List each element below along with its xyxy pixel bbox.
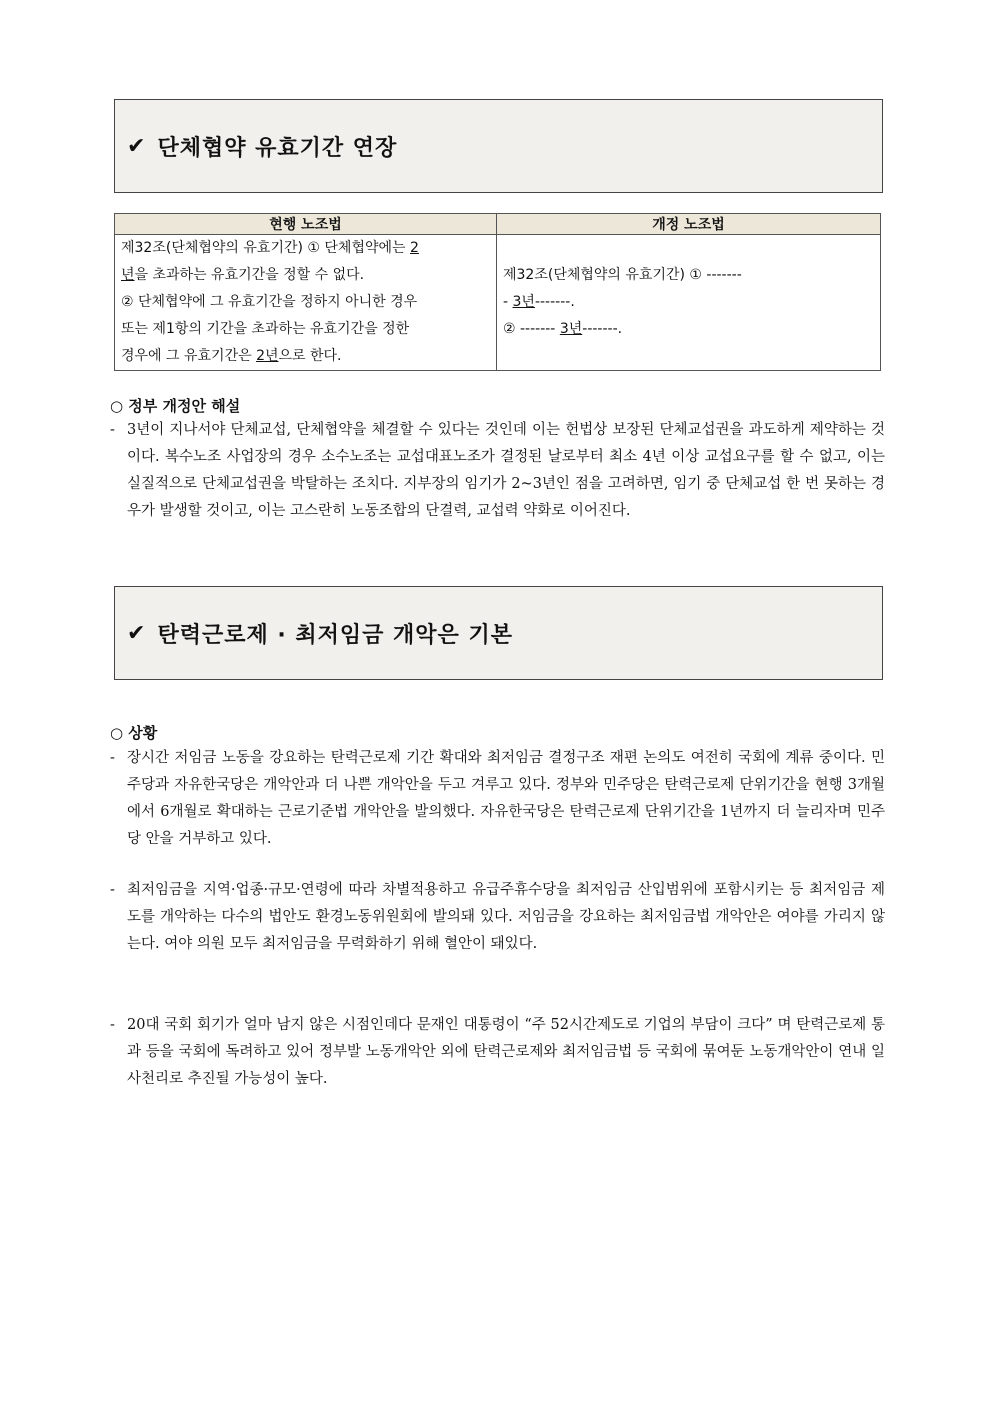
table-header-revised: 개정 노조법 — [497, 214, 881, 235]
paragraph-text: 최저임금을 지역·업종·규모·연령에 따라 차별적용하고 유급주휴수당을 최저임금 산입범위에 포함시키는 등 최저임금 제도를 개악하는 다수의 법안도 환경노동위원회에 발의돼 있다. 저임금을 강요하는 최저임금법 개악안은 여야를 가리지 않는다. 여야 의원 모두 최저임금을 무력화하기 위해 혈안이 돼있다. — [127, 882, 885, 952]
current-line-2: 년을 초과하는 유효기간을 정할 수 없다. — [121, 267, 365, 283]
paragraph-situation-2 — [110, 877, 885, 958]
section-title: 탄력근로제 · 최저임금 개악은 기본 — [157, 622, 513, 648]
paragraph-situation-3 — [110, 1012, 885, 1093]
subheading-situation: ○ 상황 — [110, 724, 158, 742]
table-header-current: 현행 노조법 — [115, 214, 497, 235]
bullet-dash: - — [110, 1017, 115, 1033]
paragraph-text: 장시간 저임금 노동을 강요하는 탄력근로제 기간 확대와 최저임금 결정구조 재편 논의도 여전히 국회에 계류 중이다. 민주당과 자유한국당은 개악안과 더 나쁜 개악안을 두고 겨루고 있다. 정부와 민주당은 탄력근로제 단위기간을 현행 3개월에서 6개월로 확대하는 근로기준법 개악안을 발의했다. 자유한국당은 탄력근로제 단위기간을 1년까지 더 늘리자며 민주당 안을 거부하고 있다. — [127, 750, 885, 847]
checkmark-icon: ✔ — [127, 133, 146, 159]
paragraph-explanation — [110, 417, 885, 525]
current-line-5: 경우에 그 유효기간은 2년으로 한다. — [121, 348, 342, 364]
paragraph-situation-1 — [110, 745, 885, 853]
section-title: 단체협약 유효기간 연장 — [157, 135, 398, 161]
section-title-box — [114, 586, 883, 680]
paragraph-text: 20대 국회 회기가 얼마 남지 않은 시점인데다 문재인 대통령이 “주 52시간제도로 기업의 부담이 크다” 며 탄력근로제 통과 등을 국회에 독려하고 있어 정부발 노동개악안 외에 탄력근로제와 최저임금법 등 국회에 묶여둔 노동개악안이 연내 일사천리로 추진될 가능성이 높다. — [127, 1017, 885, 1087]
revised-line-1: 제32조(단체협약의 유효기간) ① ------- — [503, 267, 742, 283]
revised-law-cell — [497, 235, 881, 371]
subheading-explanation: ○ 정부 개정안 해설 — [110, 397, 241, 415]
revised-line-2: - 3년-------. — [503, 294, 575, 310]
checkmark-icon: ✔ — [127, 620, 146, 646]
bullet-dash: - — [110, 422, 115, 438]
revised-line-3: ② ------- 3년-------. — [503, 321, 623, 337]
current-law-cell — [115, 235, 497, 371]
section-title-box — [114, 99, 883, 193]
comparison-table — [114, 213, 881, 371]
paragraph-text: 3년이 지나서야 단체교섭, 단체협약을 체결할 수 있다는 것인데 이는 헌법상 보장된 단체교섭권을 과도하게 제약하는 것이다. 복수노조 사업장의 경우 소수노조는 교섭대표노조가 결정된 날로부터 최소 4년 이상 교섭요구를 할 수 없고, 이는 실질적으로 단체교섭권을 박탈하는 조치다. 지부장의 임기가 2~3년인 점을 고려하면, 임기 중 단체교섭 한 번 못하는 경우가 발생할 것이고, 이는 고스란히 노동조합의 단결력, 교섭력 약화로 이어진다. — [127, 422, 885, 519]
current-line-4: 또는 제1항의 기간을 초과하는 유효기간을 정한 — [121, 321, 410, 337]
current-line-1: 제32조(단체협약의 유효기간) ① 단체협약에는 2 — [121, 240, 419, 256]
bullet-dash: - — [110, 882, 115, 898]
current-line-3: ② 단체협약에 그 유효기간을 정하지 아니한 경우 — [121, 294, 418, 310]
bullet-dash: - — [110, 750, 115, 766]
